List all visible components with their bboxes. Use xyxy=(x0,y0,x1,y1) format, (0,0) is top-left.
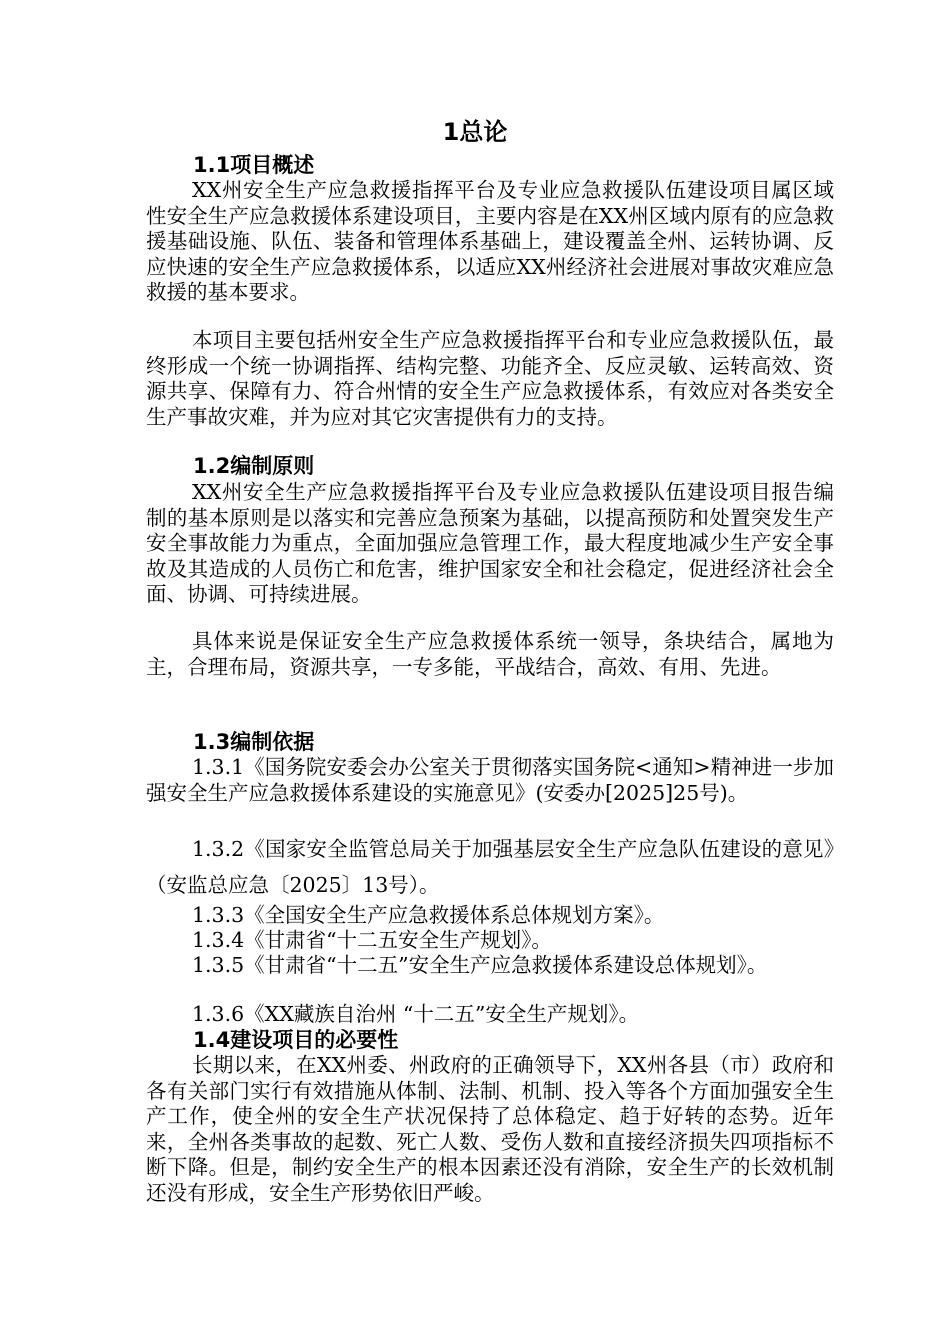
section-heading-1-2: 1.2编制原则 xyxy=(193,454,315,478)
reference-item-1-3-2: 1.3.2《国家安全监管总局关于加强基层安全生产应急队伍建设的意见》（安监总应急〔2025〕13号）。 xyxy=(146,837,834,897)
reference-item-1-3-6: 1.3.6《XX藏族自治州 “十二五”安全生产规划》。 xyxy=(192,1002,640,1026)
reference-item-1-3-1: 1.3.1《国务院安委会办公室关于贯彻落实国务院<通知>精神进一步加强安全生产应急救援体系建设的实施意见》(安委办[2025]25号)。 xyxy=(146,755,834,805)
section-1-2-paragraph-2: 具体来说是保证安全生产应急救援体系统一领导，条块结合，属地为主，合理布局，资源共享，一专多能，平战结合，高效、有用、先进。 xyxy=(146,629,834,679)
section-heading-1-1: 1.1项目概述 xyxy=(193,153,315,177)
section-1-4-paragraph-1: 长期以来，在XX州委、州政府的正确领导下，XX州各县（市）政府和各有关部门实行有效措施从体制、法制、机制、投入等各个方面加强安全生产工作，使全州的安全生产状况保持了总体稳定、趋于好转的态势。近年来，全州各类事故的起数、死亡人数、受伤人数和直接经济损失四项指标不断下降。但是，制约安全生产的根本因素还没有消除，安全生产的长效机制还没有形成，安全生产形势依旧严峻。 xyxy=(146,1053,834,1205)
section-1-1-paragraph-1: XX州安全生产应急救援指挥平台及专业应急救援队伍建设项目属区域性安全生产应急救援体系建设项目，主要内容是在XX州区域内原有的应急救援基础设施、队伍、装备和管理体系基础上，建设覆盖全州、运转协调、反应快速的安全生产应急救援体系，以适应XX州经济社会进展对事故灾难应急救援的基本要求。 xyxy=(146,178,834,305)
chapter-title: 1总论 xyxy=(442,118,508,146)
section-1-2-paragraph-1: XX州安全生产应急救援指挥平台及专业应急救援队伍建设项目报告编制的基本原则是以落实和完善应急预案为基础，以提高预防和处置突发生产安全事故能力为重点，全面加强应急管理工作，最大程度地减少生产安全事故及其造成的人员伤亡和危害，维护国家安全和社会稳定，促进经济社会全面、协调、可持续进展。 xyxy=(146,480,834,607)
reference-item-1-3-4: 1.3.4《甘肃省“十二五安全生产规划》。 xyxy=(192,928,552,952)
section-heading-1-4: 1.4建设项目的必要性 xyxy=(193,1028,399,1052)
section-1-1-paragraph-2: 本项目主要包括州安全生产应急救援指挥平台和专业应急救援队伍，最终形成一个统一协调指挥、结构完整、功能齐全、反应灵敏、运转高效、资源共享、保障有力、符合州情的安全生产应急救援体系，有效应对各类安全生产事故灾难，并为应对其它灾害提供有力的支持。 xyxy=(146,328,834,429)
reference-item-1-3-5: 1.3.5《甘肃省“十二五”安全生产应急救援体系建设总体规划》。 xyxy=(192,953,768,977)
reference-item-1-3-3: 1.3.3《全国安全生产应急救援体系总体规划方案》。 xyxy=(192,903,665,927)
section-heading-1-3: 1.3编制依据 xyxy=(193,730,315,754)
